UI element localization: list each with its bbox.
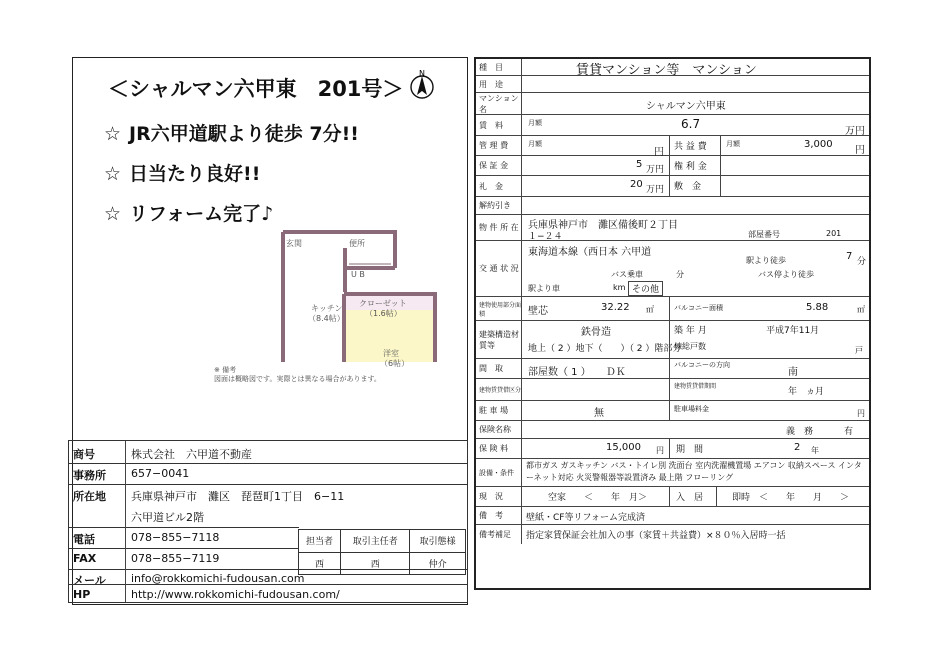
balcony-direction: 南 — [788, 367, 798, 378]
staff-value: 西 — [299, 552, 341, 575]
flyer-title: ＜シャルマン六甲東 201号＞ — [108, 77, 404, 101]
highlight-sunlight: ☆ 日当たり良好!! — [104, 163, 261, 185]
floors-value: 地上（ 2 ）地下（ ）（ 2 ）階部分 — [528, 344, 682, 354]
agent-building-row: 六甲道ビル2階 — [131, 511, 204, 524]
row-use: 用 途 — [476, 76, 869, 93]
rent-value: 6.7 — [681, 117, 701, 131]
agent-name-row: 商号 株式会社 六甲道不動産 — [73, 448, 252, 461]
equipment-value: 都市ガス ガスキッチン バス・トイレ別 洗面台 室内洗濯機置場 エアコン 収納スペース インターネット対応 火災警報器等設置済み 最上階 フローリング — [526, 461, 862, 482]
property-type: 賃貸マンション等 マンション — [576, 63, 757, 78]
svg-text:N: N — [419, 70, 425, 78]
highlight-reform: ☆ リフォーム完了♪ — [104, 203, 274, 225]
row-layout: 間 取 部屋数（ 1 ） ＤＫ バルコニーの方向 南 — [476, 359, 869, 379]
star-icon: ☆ — [104, 203, 122, 225]
staff-value: 西 — [341, 552, 410, 575]
star-icon: ☆ — [104, 123, 122, 145]
structure-value: 鉄骨造 — [581, 327, 611, 338]
room-entrance: 玄関 — [286, 239, 302, 248]
row-reikin: 礼 金 20 万円 敷 金 — [476, 176, 869, 197]
room-kitchen: キッチン — [311, 304, 343, 313]
floor-area: 32.22 — [601, 302, 630, 313]
property-name: シャルマン六甲東 — [646, 101, 726, 112]
highlight-walk: ☆ JR六甲道駅より徒歩 7分!! — [104, 123, 359, 145]
layout-value: 部屋数（ 1 ） ＤＫ — [528, 367, 626, 378]
room-number: 201 — [826, 229, 842, 238]
address-value: 兵庫県神戸市 灘区備後町２丁目 — [528, 220, 678, 231]
row-deposit: 保 証 金 5 万円 権 利 金 — [476, 156, 869, 176]
room-western: 洋室 — [383, 349, 399, 358]
staff-table — [298, 529, 466, 575]
staff-value: 仲介 — [410, 552, 466, 575]
floorplan-note: ※ 備考 図面は概略図です。実際とは異なる場合があります。 — [214, 366, 381, 383]
agent-fax-row: FAX 078−855−7119 — [73, 552, 220, 565]
agent-phone-row: 電話 078−855−7118 — [73, 531, 220, 546]
row-equipment: 設備・条件 都市ガス ガスキッチン バス・トイレ別 洗面台 室内洗濯機置場 エアコン 収納スペース インターネット対応 火災警報器等設置済み 最上階 フローリング — [476, 459, 869, 487]
property-detail-sheet — [474, 57, 871, 590]
row-status: 現 況 空家 ＜ 年 月＞ 入 居 即時 ＜ 年 月 ＞ — [476, 487, 869, 507]
walk-minutes: 7 — [846, 251, 853, 262]
common-fee-value: 3,000 — [804, 139, 833, 150]
address-value-2: １−２４ — [528, 232, 563, 242]
room-closet-size: （1.6帖） — [365, 309, 402, 318]
insurance-period: 2 — [794, 442, 801, 453]
parking-value: 無 — [594, 408, 604, 419]
staff-header: 取引主任者 — [341, 530, 410, 553]
remarks-value: 壁紙・CF等リフォーム完成済 — [526, 513, 646, 523]
row-mgmt-common: 管 理 費 月額 円 共 益 費 月額 3,000 円 — [476, 136, 869, 156]
reikin-value: 20 — [630, 179, 643, 190]
agent-postcode-row: 事務所 657−0041 — [73, 467, 190, 482]
move-in: 即時 ＜ 年 月 ＞ — [732, 493, 850, 503]
staff-header: 担当者 — [299, 530, 341, 553]
row-insurance-fee: 保 険 料 15,000 円 期 間 2 年 — [476, 439, 869, 459]
floor-plan — [199, 172, 410, 368]
insurance-duty: 有 — [844, 427, 854, 437]
staff-header: 取引態様 — [410, 530, 466, 553]
train-line: 東海道本線（西日本 六甲道 — [528, 247, 652, 258]
room-western-size: （6帖） — [380, 359, 410, 368]
insurance-fee: 15,000 — [606, 442, 641, 453]
agent-hp-row: HP http://www.rokkomichi-fudousan.com/ — [73, 588, 340, 601]
row-parking: 駐 車 場 無 駐車場料金 円 — [476, 401, 869, 421]
agent-email-row: メール info@rokkomichi-fudousan.com — [73, 572, 305, 587]
room-closet: クローゼット — [359, 299, 407, 308]
current-status: 空家 ＜ 年 月＞ — [548, 493, 648, 503]
row-lease: 建物賃貸借区分 建物賃貸借期間 年 ヵ月 — [476, 379, 869, 401]
room-bath: U B — [351, 270, 365, 279]
row-rent: 賃 料 月額 6.7 万円 — [476, 115, 869, 136]
deposit-value: 5 — [636, 159, 643, 170]
row-transport: 交 通 状 況 東海道本線（西日本 六甲道 駅より徒歩 7 分 バス乗車 分 バス停より徒歩 駅より車 km その他 — [476, 241, 869, 297]
row-address: 物 件 所 在 兵庫県神戸市 灘区備後町２丁目 １−２４ 部屋番号 201 — [476, 215, 869, 241]
row-kaiyaku: 解約引き — [476, 197, 869, 215]
agent-info-box — [68, 440, 468, 603]
row-name: マンション名 シャルマン六甲東 — [476, 93, 869, 115]
star-icon: ☆ — [104, 163, 122, 185]
compass-icon — [409, 70, 435, 104]
row-remarks-supplement: 備考補足 指定家賃保証会社加入の事（家賃＋共益費）×８０％入居時一括 — [476, 525, 869, 544]
agent-address-row: 所在地 兵庫県神戸市 灘区 琵琶町1丁目 6−11 — [73, 490, 345, 503]
room-kitchen-size: （8.4帖） — [308, 314, 345, 323]
built-date: 平成7年11月 — [766, 326, 820, 336]
balcony-area: 5.88 — [806, 302, 829, 313]
row-structure: 建築構造材質等 鉄骨造 地上（ 2 ）地下（ ）（ 2 ）階部分 築 年 月 平成7年11月 棟総戸数 戸 — [476, 321, 869, 359]
row-area: 建物使用部分面積 壁芯 32.22 ㎡ バルコニー面積 5.88 ㎡ — [476, 297, 869, 321]
remarks-supplement: 指定家賃保証会社加入の事（家賃＋共益費）×８０％入居時一括 — [526, 531, 786, 541]
row-remarks: 備 考 壁紙・CF等リフォーム完成済 — [476, 507, 869, 525]
row-insurance-name: 保険名称 義 務 有 — [476, 421, 869, 439]
row-type: 種 目 賃貸マンション等 マンション — [476, 59, 869, 76]
room-toilet: 便所 — [349, 239, 365, 248]
